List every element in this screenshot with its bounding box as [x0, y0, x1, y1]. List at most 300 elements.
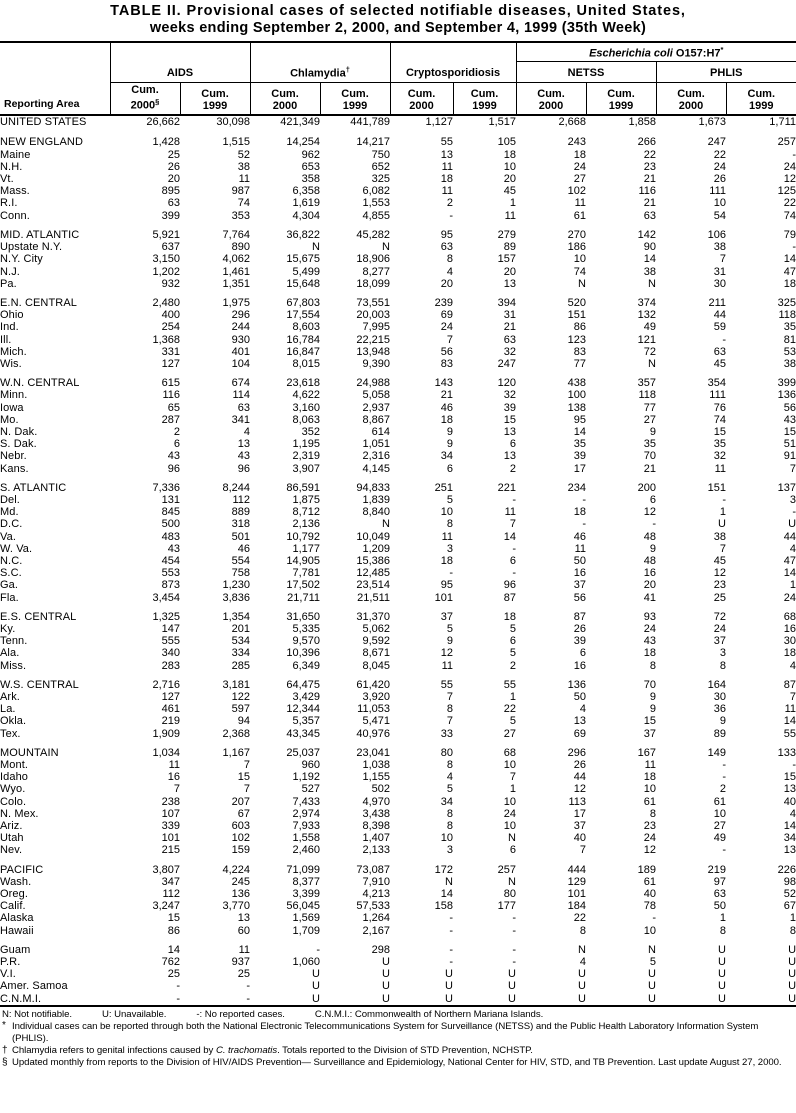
row-cell: 1,673	[656, 115, 726, 129]
row-cell: 11	[784, 703, 796, 716]
header-col-aids-2000	[110, 82, 180, 115]
row-cell: -	[722, 759, 726, 772]
row-cell: 83	[440, 357, 453, 370]
header-chlamydia-top	[250, 42, 390, 62]
row-area-label: MID. ATLANTIC	[0, 228, 80, 241]
row-cell: 1	[719, 912, 726, 925]
row-cell: 2	[446, 197, 453, 210]
row-cell: 86	[167, 924, 180, 937]
row-cell: 347	[161, 875, 180, 888]
row-cell: 20	[440, 277, 453, 290]
row-cell: 27	[573, 173, 586, 186]
table-row	[0, 623, 796, 635]
row-cell: 254	[161, 321, 180, 334]
row-cell: 520	[567, 296, 586, 309]
row-cell: 597	[231, 703, 250, 716]
table-row	[0, 993, 796, 1006]
row-cell: 49	[643, 321, 656, 334]
row-cell: 67,803	[286, 296, 320, 309]
row-cell: 51	[783, 438, 796, 451]
table-row	[0, 728, 796, 740]
row-cell: 1,875	[292, 493, 320, 506]
row-cell: 3,399	[292, 888, 320, 901]
row-cell: 25	[713, 591, 726, 604]
row-cell: 7,764	[222, 228, 250, 241]
row-cell: 5	[509, 647, 516, 660]
spacer-cell	[0, 370, 796, 377]
row-cell: 2,460	[292, 844, 320, 857]
row-cell: 14,905	[286, 554, 320, 567]
row-cell: 8	[446, 807, 453, 820]
row-area-label: Miss.	[0, 659, 27, 672]
row-cell: 9,390	[362, 357, 390, 370]
row-area-label: N. Mex.	[0, 807, 39, 820]
year-text: 2000	[272, 99, 298, 112]
row-cell: 31	[503, 309, 516, 322]
row-cell: 9	[649, 425, 656, 438]
table-row	[0, 783, 796, 795]
row-cell: 3,247	[152, 900, 180, 913]
row-cell: 104	[231, 357, 250, 370]
row-cell: 1,209	[362, 542, 390, 555]
row-cell: 257	[497, 863, 516, 876]
notifiable-diseases-table	[0, 41, 796, 1007]
row-cell: 1,264	[362, 912, 390, 925]
row-area-label: UNITED STATES	[0, 115, 110, 129]
row-cell: 15	[643, 715, 656, 728]
row-cell: 95	[440, 228, 453, 241]
row-cell: 207	[231, 795, 250, 808]
table-row	[0, 115, 796, 129]
row-cell: 8	[649, 807, 656, 820]
row-cell: 32	[503, 389, 516, 402]
row-cell: 3,836	[222, 591, 250, 604]
row-cell: 354	[707, 377, 726, 390]
row-cell: U	[718, 968, 726, 981]
table-row	[0, 482, 796, 494]
footnote-section-text: Updated monthly from reports to the Division of HIV/AIDS Prevention— Surveillance and Epidemiology, National Center for HIV, STD, and TB Prevention. Last update August 27, 2000.	[12, 1056, 782, 1068]
row-cell: 55	[783, 727, 796, 740]
row-cell: 5,471	[362, 715, 390, 728]
row-cell: 873	[161, 579, 180, 592]
row-cell: 15	[237, 771, 250, 784]
row-cell: 76	[713, 401, 726, 414]
row-cell: 100	[567, 389, 586, 402]
row-cell: 151	[707, 481, 726, 494]
row-cell: 889	[231, 506, 250, 519]
row-area-label: Mich.	[0, 345, 27, 358]
row-cell: 8	[446, 759, 453, 772]
row-cell: 63	[713, 345, 726, 358]
row-cell: 2,133	[362, 844, 390, 857]
row-cell: 133	[777, 746, 796, 759]
table-row	[0, 759, 796, 771]
row-cell: 69	[573, 727, 586, 740]
table-row	[0, 820, 796, 832]
year-text: 1999	[342, 99, 368, 112]
table-row	[0, 506, 796, 518]
row-area-label: N.H.	[0, 160, 23, 173]
row-cell: 64,475	[286, 678, 320, 691]
year-text: 2000	[130, 99, 156, 112]
row-cell: U	[718, 980, 726, 993]
row-cell: 244	[231, 321, 250, 334]
row-cell: 11	[714, 462, 726, 475]
row-cell: 10	[713, 807, 726, 820]
header-crypto-top	[390, 42, 516, 62]
row-cell: 7	[719, 253, 726, 266]
row-cell: 23	[643, 160, 656, 173]
row-cell: 52	[783, 888, 796, 901]
row-cell: 56	[573, 591, 586, 604]
row-cell: 8,867	[362, 413, 390, 426]
table-row	[0, 888, 796, 900]
row-area-label: MOUNTAIN	[0, 746, 59, 759]
header-ecoli-group	[516, 42, 796, 62]
table-row	[0, 832, 796, 844]
row-cell: 23,618	[286, 377, 320, 390]
row-cell: 52	[237, 148, 250, 161]
row-cell: 637	[161, 241, 180, 254]
table-row	[0, 518, 796, 530]
row-cell: U	[788, 968, 796, 981]
row-cell: 50	[573, 691, 586, 703]
row-cell: 159	[231, 844, 250, 857]
row-cell: 1	[789, 579, 796, 592]
row-cell: 73,551	[356, 296, 390, 309]
row-cell: 937	[231, 956, 250, 969]
row-cell: U	[382, 968, 390, 981]
row-cell: 758	[231, 567, 250, 580]
header-cum-label	[321, 87, 390, 114]
table-row	[0, 647, 796, 659]
row-cell: 43	[237, 450, 250, 463]
row-cell: -	[316, 943, 320, 956]
row-area-label: Tex.	[0, 727, 21, 740]
row-area-label: Vt.	[0, 173, 14, 186]
row-cell: 21	[503, 321, 516, 334]
row-cell: -	[449, 567, 453, 580]
ecoli-footnote-marker: *	[720, 45, 724, 54]
row-cell: 17,502	[286, 579, 320, 592]
header-col-chlamydia-2000	[250, 82, 320, 115]
row-area-label: P.R.	[0, 956, 21, 969]
row-cell: 97	[713, 875, 726, 888]
row-cell: 500	[161, 518, 180, 531]
row-cell: 87	[503, 591, 516, 604]
row-cell: 18,906	[356, 253, 390, 266]
row-cell: N	[508, 832, 516, 845]
row-cell: 5,499	[292, 265, 320, 278]
table-row	[0, 715, 796, 727]
row-cell: U	[312, 968, 320, 981]
row-cell: 11,053	[357, 703, 390, 716]
row-cell: 5	[649, 956, 656, 969]
row-cell: 80	[440, 746, 453, 759]
row-cell: 9	[649, 542, 656, 555]
footnote-dagger	[2, 1045, 792, 1057]
row-cell: 14	[573, 425, 586, 438]
table-row	[0, 900, 796, 912]
row-cell: N	[648, 357, 656, 370]
row-area-label: Amer. Samoa	[0, 980, 68, 993]
table-row	[0, 253, 796, 265]
row-cell: 4	[789, 542, 796, 555]
row-cell: 24	[713, 160, 726, 173]
row-cell: 56,045	[286, 900, 320, 913]
row-cell: 11	[441, 160, 453, 173]
row-cell: 89	[503, 241, 516, 254]
row-cell: 247	[497, 357, 516, 370]
row-cell: 101	[567, 888, 586, 901]
row-cell: 2	[509, 462, 516, 475]
row-cell: 172	[434, 863, 453, 876]
table-row	[0, 747, 796, 759]
row-cell: 43,345	[286, 727, 320, 740]
header-group-cryptosporidiosis	[390, 62, 516, 83]
row-cell: 1,515	[222, 136, 250, 149]
row-cell: 2,316	[362, 450, 390, 463]
row-cell: 70	[643, 450, 656, 463]
row-area-label: S.C.	[0, 567, 22, 580]
row-cell: N	[382, 241, 390, 254]
row-cell: 3	[446, 542, 453, 555]
row-cell: N	[382, 518, 390, 531]
row-cell: 15,675	[286, 253, 320, 266]
row-cell: 65	[167, 401, 180, 414]
row-area-label: La.	[0, 703, 16, 716]
header-group-netss	[516, 62, 656, 83]
row-cell: 3,907	[292, 462, 320, 475]
row-cell: 615	[161, 377, 180, 390]
row-cell: 86	[573, 321, 586, 334]
row-cell: 38	[713, 241, 726, 254]
row-cell: 7,433	[292, 795, 320, 808]
header-col-phlis-2000	[656, 82, 726, 115]
row-cell: 43	[643, 635, 656, 648]
row-cell: 296	[231, 309, 250, 322]
year-text: 2000	[538, 99, 564, 112]
row-cell: 15	[503, 413, 516, 426]
row-cell: 78	[643, 900, 656, 913]
row-cell: 1,428	[152, 136, 180, 149]
row-cell: 527	[301, 783, 320, 796]
year-text: 2000	[409, 99, 434, 112]
row-area-label: Ohio	[0, 309, 24, 322]
row-cell: 20	[503, 173, 516, 186]
row-cell: 221	[497, 481, 516, 494]
row-cell: 11	[238, 173, 250, 186]
row-cell: 257	[777, 136, 796, 149]
row-cell: 60	[237, 924, 250, 937]
row-cell: 13	[503, 425, 516, 438]
row-cell: 34	[783, 832, 796, 845]
row-cell: 1,407	[362, 832, 390, 845]
row-cell: 106	[707, 228, 726, 241]
row-cell: 9	[446, 438, 453, 451]
row-cell: 4,970	[362, 795, 390, 808]
spacer-cell	[0, 475, 796, 482]
row-cell: 63	[643, 209, 656, 222]
cum-text: Cum.	[537, 88, 565, 101]
reporting-area-label: Reporting Area	[4, 98, 80, 111]
row-cell: 5,058	[362, 389, 390, 402]
row-cell: 11	[644, 759, 656, 772]
row-cell: 7	[509, 771, 516, 784]
row-cell: 25,037	[286, 746, 320, 759]
row-cell: 438	[567, 377, 586, 390]
row-cell: 27	[503, 727, 516, 740]
row-cell: 7	[446, 715, 453, 728]
row-cell: 77	[643, 401, 656, 414]
row-cell: 164	[707, 678, 726, 691]
row-cell: 127	[161, 691, 180, 703]
row-cell: 101	[161, 832, 180, 845]
row-cell: 325	[371, 173, 390, 186]
row-cell: 111	[709, 185, 726, 198]
row-cell: U	[788, 980, 796, 993]
table-header	[0, 42, 796, 115]
row-area-label: Iowa	[0, 401, 24, 414]
row-cell: 5,357	[292, 715, 320, 728]
row-cell: -	[722, 493, 726, 506]
row-area-label: R.I.	[0, 197, 18, 210]
row-cell: 652	[371, 160, 390, 173]
row-cell: 2,167	[362, 924, 390, 937]
legend-dash: -: No reported cases.	[196, 1008, 285, 1020]
row-cell: 31	[713, 265, 726, 278]
row-cell: 14	[783, 253, 796, 266]
row-area-label: Guam	[0, 943, 31, 956]
row-cell: 37	[713, 635, 726, 648]
row-cell: 6,358	[292, 185, 320, 198]
table-row	[0, 438, 796, 450]
row-cell: 94	[237, 715, 250, 728]
row-area-label: N. Dak.	[0, 425, 38, 438]
row-cell: 4,855	[362, 209, 390, 222]
row-cell: 38	[783, 357, 796, 370]
cum-text: Cum.	[201, 88, 229, 101]
row-cell: 283	[161, 659, 180, 672]
row-cell: 239	[434, 296, 453, 309]
header-row-cum	[0, 82, 796, 115]
row-cell: 9	[446, 635, 453, 648]
row-cell: 35	[643, 438, 656, 451]
row-cell: 34	[440, 450, 453, 463]
row-cell: 112	[162, 888, 180, 901]
row-area-label: Nev.	[0, 844, 23, 857]
row-cell: 15	[783, 771, 796, 784]
row-cell: 24	[440, 321, 453, 334]
row-cell: 358	[301, 173, 320, 186]
header-col-netss-1999	[586, 82, 656, 115]
row-cell: 1,202	[152, 265, 180, 278]
row-cell: 845	[161, 506, 180, 519]
row-cell: 18	[643, 771, 656, 784]
row-cell: 4	[446, 771, 453, 784]
row-cell: 1,060	[292, 956, 320, 969]
row-cell: 421,349	[250, 115, 320, 129]
table-row	[0, 450, 796, 462]
row-cell: 87	[573, 610, 586, 623]
row-cell: U	[586, 993, 656, 1006]
row-cell: 50	[573, 554, 586, 567]
row-cell: -	[110, 993, 180, 1006]
row-cell: 13	[783, 783, 796, 796]
row-area-label: NEW ENGLAND	[0, 136, 83, 149]
header-crypto-label: Cryptosporidiosis	[405, 67, 501, 80]
row-cell: 13,948	[356, 345, 390, 358]
row-cell: 18,099	[356, 277, 390, 290]
table-row	[0, 149, 796, 161]
row-area-label: Ill.	[0, 333, 12, 346]
table-row	[0, 771, 796, 783]
row-cell: 1,558	[292, 832, 320, 845]
row-cell: 129	[567, 875, 586, 888]
page-title	[0, 0, 796, 41]
row-cell: 14	[440, 888, 453, 901]
table-row	[0, 463, 796, 475]
row-cell: 45	[713, 554, 726, 567]
row-cell: 3,150	[152, 253, 180, 266]
row-cell: 24	[783, 591, 796, 604]
row-cell: -	[582, 518, 586, 531]
row-area-label: Colo.	[0, 795, 27, 808]
row-cell: 1,461	[222, 265, 250, 278]
row-cell: 73,087	[356, 863, 390, 876]
row-cell: 266	[637, 136, 656, 149]
title-line-2: weeks ending September 2, 2000, and September 4, 1999 (35th Week)	[149, 20, 647, 36]
row-cell: 15	[167, 912, 180, 925]
row-cell: 44	[573, 771, 586, 784]
row-cell: 18	[503, 148, 516, 161]
row-cell: 6	[509, 554, 516, 567]
row-cell: 12	[713, 567, 726, 580]
header-aids-top	[110, 42, 250, 62]
ecoli-serotype-label: O157:H7	[672, 47, 721, 60]
row-cell: -	[512, 912, 516, 925]
row-cell: 23	[643, 820, 656, 833]
table-row	[0, 229, 796, 241]
row-cell: -	[652, 518, 656, 531]
row-cell: 399	[161, 209, 180, 222]
row-cell: 1	[509, 691, 516, 703]
row-cell: 157	[497, 253, 516, 266]
row-cell: 1	[509, 197, 516, 210]
row-cell: -	[792, 148, 796, 161]
row-cell: U	[726, 993, 796, 1006]
row-spacer	[0, 740, 796, 747]
table-row	[0, 334, 796, 346]
row-cell: 16,784	[286, 333, 320, 346]
row-cell: 339	[161, 820, 180, 833]
table-row	[0, 185, 796, 197]
row-area-label: Oreg.	[0, 888, 29, 901]
row-cell: 45	[503, 185, 516, 198]
row-cell: 6	[173, 438, 180, 451]
row-cell: 1,230	[222, 579, 250, 592]
table-row	[0, 414, 796, 426]
row-cell: N	[508, 875, 516, 888]
row-cell: 167	[637, 746, 656, 759]
row-cell: 7	[446, 333, 453, 346]
row-cell: 10,792	[286, 530, 320, 543]
row-cell: 14	[783, 715, 796, 728]
row-cell: 30,098	[180, 115, 250, 129]
table-row	[0, 844, 796, 856]
row-cell: 4	[446, 265, 453, 278]
row-cell: 12	[573, 783, 586, 796]
